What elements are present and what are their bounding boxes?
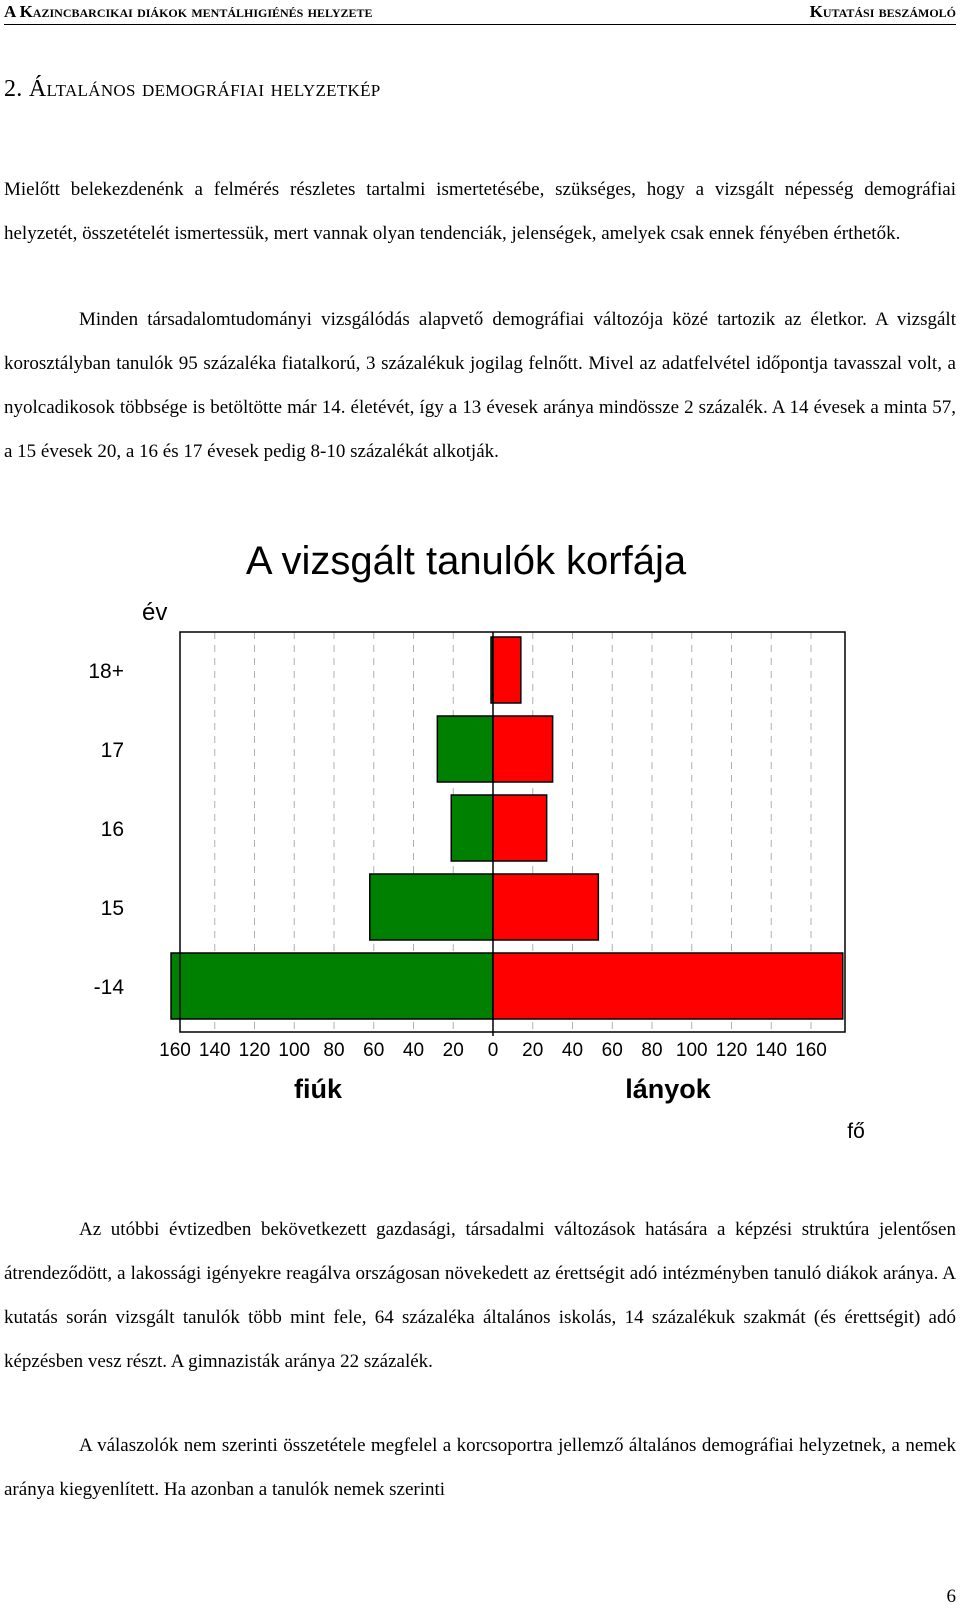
x-tick-label: 160 xyxy=(159,1040,191,1061)
x-tick-label: 80 xyxy=(641,1040,663,1061)
category-label: 17 xyxy=(100,739,124,762)
bar-fiuk-17 xyxy=(437,716,493,782)
x-tick-label: 140 xyxy=(198,1040,231,1061)
bar-lanyok-15 xyxy=(493,874,598,940)
category-label: 18+ xyxy=(88,660,124,683)
x-tick-label: 60 xyxy=(363,1040,385,1061)
paragraph-intro: Mielőtt belekezdenénk a felmérés részletes tartalmi ismertetésébe, szükséges, hogy a vizsgált népesség demográfiai helyzetét, összetételét ismertessük, mert vannak olyan tendenciák, jelenségek, amelyek csak ennek fényében érthetők. xyxy=(4,179,956,244)
x-tick-label: 120 xyxy=(715,1040,748,1061)
category-labels xyxy=(88,660,124,999)
header-right: Kutatási beszámoló xyxy=(809,2,956,21)
bars xyxy=(171,637,843,1019)
y-axis-label: év xyxy=(142,599,168,626)
paragraph-age: Minden társadalomtudományi vizsgálódás alapvető demográfiai változója közé tartozik az életkor. A vizsgált korosztályban tanulók 95 százaléka fiatalkorú, 3 százalékuk jogilag felnőtt. Mivel az adatfelvétel időpontja tavasszal volt, a nyolcadikosok többsége is betöltötte már 14. életévét, így a 13 évesek aránya mindössze 2 százalék. A 14 évesek a minta 57, a 15 évesek 20, a 16 és 17 évesek pedig 8-10 százalékát alkotják. xyxy=(4,309,956,462)
page-number: 6 xyxy=(946,1586,956,1607)
x-tick-label: 40 xyxy=(402,1040,425,1061)
bar-fiuk-15 xyxy=(370,874,493,940)
x-tick-label: 120 xyxy=(238,1040,271,1061)
x-tick-label: 0 xyxy=(487,1040,499,1061)
population-pyramid-chart xyxy=(0,540,960,1180)
x-tick-label: 20 xyxy=(522,1040,544,1061)
x-tick-label: 20 xyxy=(442,1040,464,1061)
category-label: 16 xyxy=(100,818,124,841)
bar-lanyok--14 xyxy=(493,953,843,1019)
running-header xyxy=(4,2,956,25)
x-tick-label: 140 xyxy=(755,1040,788,1061)
paragraph-gender: A válaszolók nem szerinti összetétele megfelel a korcsoportra jellemző általános demográfiai helyzetnek, a nemek aránya kiegyenlített. Ha azonban a tanulók nemek szerinti xyxy=(4,1435,956,1500)
header-left: A Kazincbarcikai diákok mentálhigiénés helyzete xyxy=(4,2,373,21)
x-tick-label: 80 xyxy=(323,1040,345,1061)
bar-lanyok-17 xyxy=(493,716,553,782)
right-group-label: lányok xyxy=(625,1074,711,1104)
bar-lanyok-18+ xyxy=(493,637,521,703)
x-tick-label: 100 xyxy=(675,1040,708,1061)
section-title: 2. Általános demográfiai helyzetkép xyxy=(4,76,381,102)
x-tick-labels xyxy=(159,1040,827,1061)
category-label: -14 xyxy=(93,976,124,999)
bar-lanyok-16 xyxy=(493,795,547,861)
left-group-label: fiúk xyxy=(293,1074,343,1104)
x-axis-label: fő xyxy=(847,1120,865,1143)
bar-fiuk-16 xyxy=(451,795,493,861)
x-tick-label: 40 xyxy=(561,1040,584,1061)
chart-title: A vizsgált tanulók korfája xyxy=(245,540,687,583)
paragraph-school-structure: Az utóbbi évtizedben bekövetkezett gazdasági, társadalmi változások hatására a képzési struktúra jelentősen átrendeződött, a lakossági igényekre reagálva országosan növekedett az érettségit adó intézményben tanuló diákok aránya. A kutatás során vizsgált tanulók több mint fele, 64 százaléka általános iskolás, 14 százalékuk szakmát (és érettségit) adó képzésben vesz részt. A gimnazisták aránya 22 százalék. xyxy=(4,1219,956,1372)
bar-fiuk--14 xyxy=(171,953,493,1019)
x-tick-label: 160 xyxy=(795,1040,827,1061)
x-tick-label: 60 xyxy=(601,1040,623,1061)
x-tick-label: 100 xyxy=(278,1040,311,1061)
category-label: 15 xyxy=(100,897,124,920)
